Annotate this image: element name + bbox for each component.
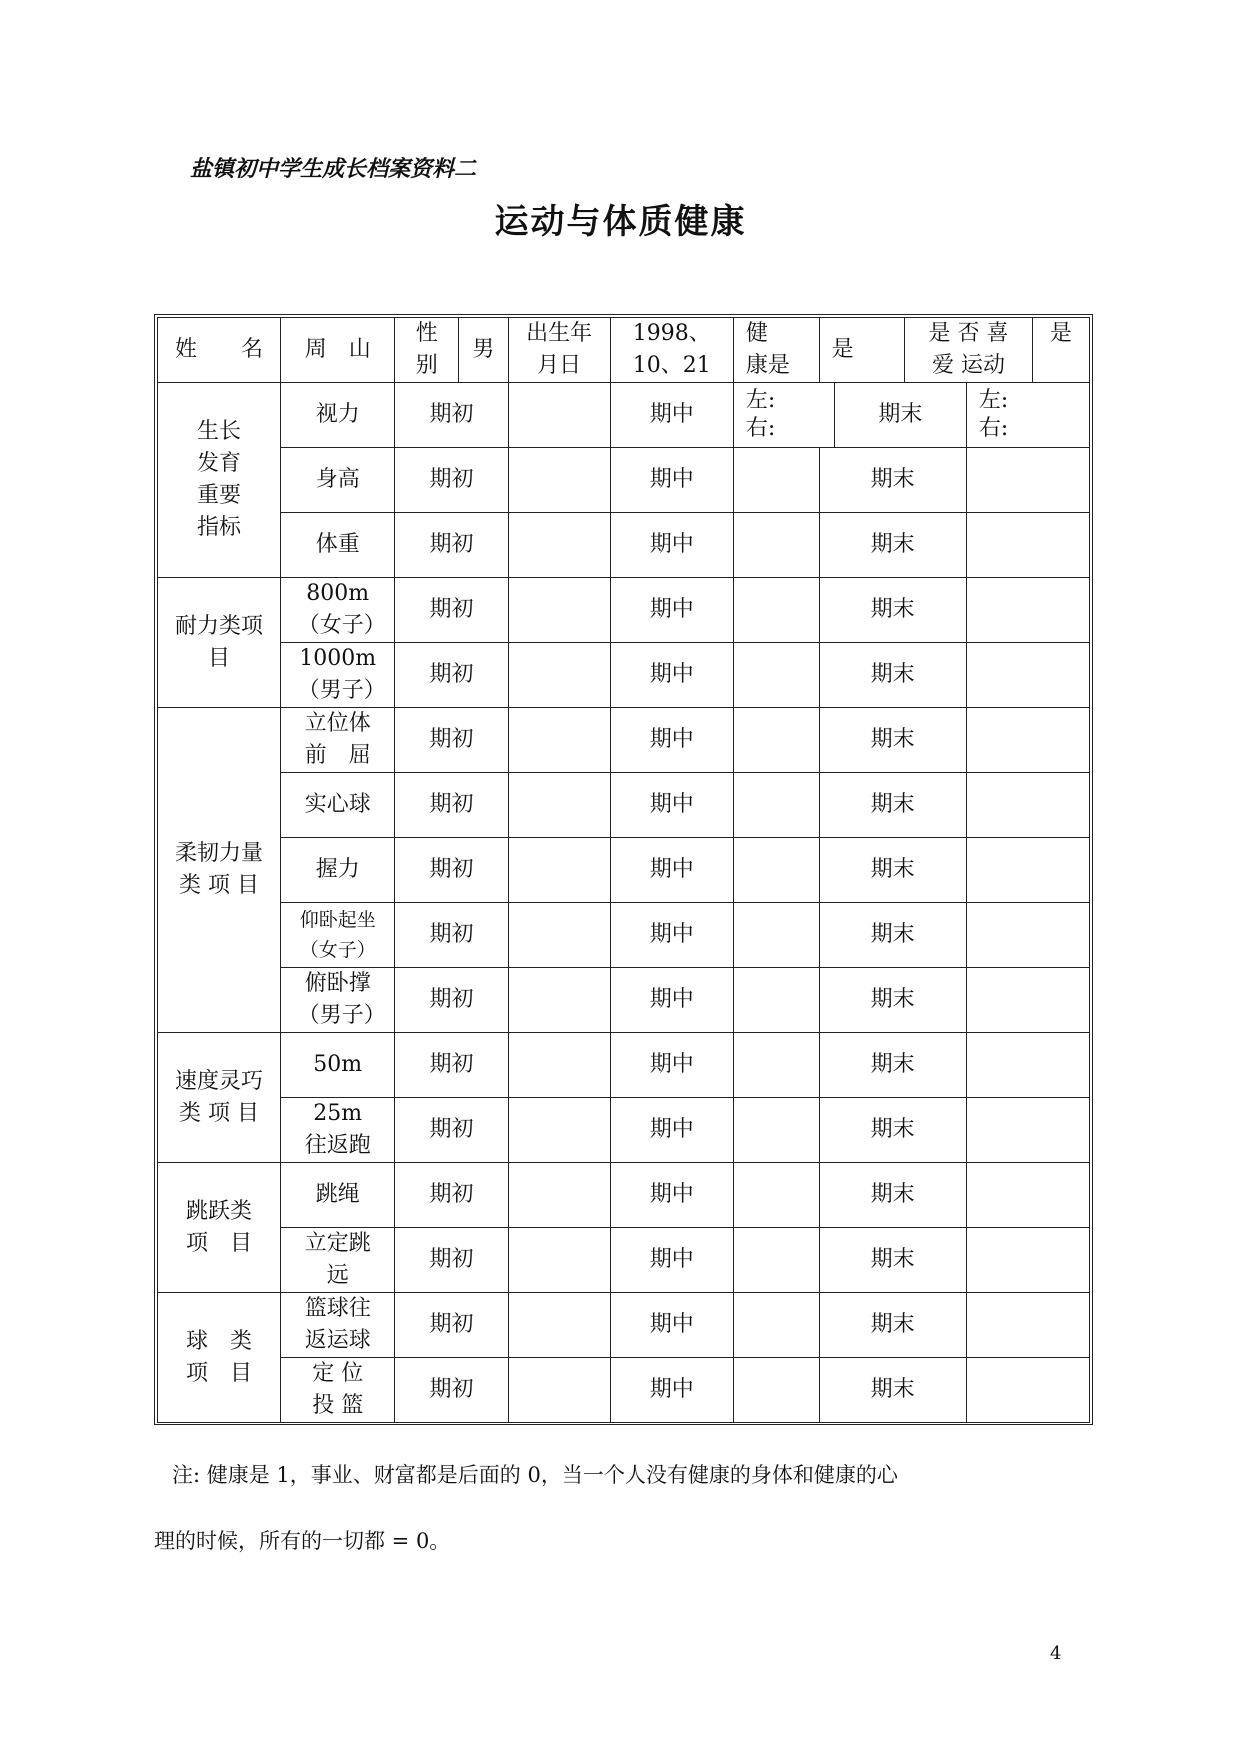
table-row: [158, 448, 1090, 513]
period-end-label: 期末: [819, 578, 966, 643]
period-end-value: [966, 1228, 1089, 1293]
period-end-value: [966, 1163, 1089, 1228]
gender-label-text: 性别: [415, 321, 438, 378]
love-sport-value: 是: [1032, 318, 1089, 383]
period-end-value: [966, 643, 1089, 708]
category-label-text: 生长发育重要指标: [197, 419, 242, 540]
love-sport-label-text: 是 否 喜爱 运动: [928, 321, 1009, 378]
period-mid-label: 期中: [610, 513, 733, 578]
item-label-text: 俯卧撑（男子）: [297, 971, 386, 1028]
period-mid-label: 期中: [610, 1228, 733, 1293]
period-end-value: [966, 903, 1089, 968]
period-mid-value: [733, 1163, 819, 1228]
item-label: [281, 1228, 395, 1293]
love-sport-label: [905, 318, 1032, 383]
period-end-value: [966, 1358, 1089, 1423]
period-start-value: [508, 383, 610, 448]
table-row: [158, 708, 1090, 773]
period-end-value: [966, 1098, 1089, 1163]
period-mid-label: 期中: [610, 838, 733, 903]
footnote-line-1: 注: 健康是 1，事业、财富都是后面的 0，当一个人没有健康的身体和健康的心: [172, 1463, 898, 1487]
period-start-value: [508, 968, 610, 1033]
period-mid-value: [733, 1033, 819, 1098]
period-end-label: 期末: [819, 643, 966, 708]
page-number: 4: [1050, 1643, 1062, 1664]
item-label: [281, 513, 395, 578]
period-start-label: 期初: [395, 1228, 508, 1293]
period-mid-value: [733, 773, 819, 838]
period-mid-value: [733, 903, 819, 968]
period-start-label: 期初: [395, 1098, 508, 1163]
period-mid-value: [733, 513, 819, 578]
vision-right-label: 右:: [745, 416, 776, 441]
item-label: [281, 643, 395, 708]
category-label-text: 速度灵巧类 项 目: [175, 1068, 264, 1126]
period-start-label: 期初: [395, 578, 508, 643]
vision-left-label: 左:: [745, 388, 776, 413]
item-label-text: 1000m（男子）: [297, 646, 386, 703]
table-row: [158, 383, 1090, 448]
period-end-label: 期末: [819, 708, 966, 773]
item-label: [281, 773, 395, 838]
item-label-text: 体重: [315, 532, 360, 557]
category-label: [158, 1033, 281, 1163]
period-mid-label: 期中: [610, 1358, 733, 1423]
health-label-text: 健 康是: [745, 321, 790, 378]
table-row: [158, 1228, 1090, 1293]
fitness-record-table: [157, 317, 1090, 1423]
health-label: [733, 318, 819, 383]
period-start-label: 期初: [395, 708, 508, 773]
table-row: [158, 838, 1090, 903]
category-label: [158, 383, 281, 578]
period-end-value: [966, 578, 1089, 643]
item-label-text: 25m往返跑: [304, 1101, 371, 1158]
period-start-value: [508, 1098, 610, 1163]
period-mid-value: [733, 1228, 819, 1293]
category-label-text: 球 类项 目: [186, 1328, 253, 1386]
period-start-label: 期初: [395, 903, 508, 968]
period-start-value: [508, 1293, 610, 1358]
period-mid-value: [733, 708, 819, 773]
period-mid-value: [733, 448, 819, 513]
period-mid-label: 期中: [610, 903, 733, 968]
info-row: [158, 318, 1090, 383]
period-mid-value: [733, 1358, 819, 1423]
item-label: [281, 838, 395, 903]
period-start-label: 期初: [395, 968, 508, 1033]
period-mid-value: [733, 578, 819, 643]
period-end-label: 期末: [819, 968, 966, 1033]
period-end-value: [966, 448, 1089, 513]
period-end-value: [966, 1033, 1089, 1098]
period-start-value: [508, 578, 610, 643]
item-label-text: 立位体前 屈: [304, 711, 371, 768]
footnote-line-2: 理的时候，所有的一切都 = 0。: [154, 1529, 451, 1553]
period-start-value: [508, 448, 610, 513]
table-row: [158, 513, 1090, 578]
gender-value: 男: [459, 318, 508, 383]
table-row: [158, 1358, 1090, 1423]
period-mid-value: [733, 838, 819, 903]
item-label: [281, 1098, 395, 1163]
category-label: [158, 1293, 281, 1423]
category-label: [158, 1163, 281, 1293]
page-title: 运动与体质健康: [494, 202, 747, 242]
category-label-text: 跳跃类项 目: [186, 1198, 253, 1256]
archive-subtitle: 盐镇初中学生成长档案资料二: [190, 156, 477, 182]
category-label: [158, 578, 286, 708]
item-label: [281, 903, 395, 968]
period-mid-label: 期中: [610, 1098, 733, 1163]
category-label-text: 耐力类项 目: [175, 613, 286, 671]
period-end-label: 期末: [819, 1098, 966, 1163]
item-label: [281, 578, 395, 643]
period-end-label: 期末: [819, 1033, 966, 1098]
item-label-text: 握力: [315, 857, 360, 882]
item-label-text: 仰卧起坐（女子）: [299, 908, 376, 961]
period-start-value: [508, 773, 610, 838]
item-label: [281, 1358, 395, 1423]
table-row: [158, 968, 1090, 1033]
period-start-value: [508, 1358, 610, 1423]
footnote: [154, 1442, 1072, 1574]
category-label-text: 柔韧力量类 项 目: [175, 841, 264, 898]
period-mid-value: [733, 643, 819, 708]
period-mid-label: 期中: [610, 708, 733, 773]
period-mid-label: 期中: [610, 448, 733, 513]
period-end-value: [966, 773, 1089, 838]
period-start-label: 期初: [395, 773, 508, 838]
period-end-label: 期末: [819, 1293, 966, 1358]
item-label-text: 视力: [315, 402, 360, 427]
period-start-value: [508, 643, 610, 708]
table-row: [158, 903, 1090, 968]
period-end-label: 期末: [819, 1228, 966, 1293]
table-row: [158, 773, 1090, 838]
item-label: [281, 708, 395, 773]
period-end-value: [966, 708, 1089, 773]
vision-left-label: 左:: [978, 388, 1009, 413]
item-label-text: 实心球: [304, 792, 371, 817]
period-mid-label: 期中: [610, 1293, 733, 1358]
period-end-label: 期末: [819, 1163, 966, 1228]
period-mid-label: 期中: [610, 968, 733, 1033]
table-row: [158, 1098, 1090, 1163]
period-start-value: [508, 1033, 610, 1098]
name-value: 周 山: [281, 318, 395, 383]
period-mid-label: 期中: [610, 383, 733, 448]
period-mid-value: [733, 1293, 819, 1358]
period-start-value: [508, 838, 610, 903]
period-start-label: 期初: [395, 1358, 508, 1423]
table-row: [158, 578, 1090, 643]
birth-label-text: 出生年月日: [526, 321, 593, 378]
period-start-value: [508, 1228, 610, 1293]
vision-right-label: 右:: [978, 416, 1009, 441]
period-mid-value: [733, 1098, 819, 1163]
period-start-label: 期初: [395, 838, 508, 903]
item-label-text: 立定跳远: [304, 1231, 371, 1288]
period-end-value: [966, 838, 1089, 903]
vision-end-value: [966, 383, 1089, 448]
period-start-value: [508, 903, 610, 968]
item-label-text: 跳绳: [315, 1182, 360, 1207]
birth-value: [610, 318, 733, 383]
period-mid-label: 期中: [610, 773, 733, 838]
item-label-text: 50m: [313, 1052, 363, 1077]
item-label: [281, 448, 395, 513]
item-label-text: 800m（女子）: [297, 581, 386, 638]
item-label: [281, 383, 395, 448]
period-end-label: 期末: [819, 448, 966, 513]
name-label: 姓 名: [158, 318, 281, 383]
period-start-label: 期初: [395, 1033, 508, 1098]
item-label: [281, 1293, 395, 1358]
birth-value-text: 1998、10、21: [632, 321, 711, 378]
item-label: [281, 1033, 395, 1098]
item-label-text: 篮球往返运球: [304, 1296, 371, 1353]
gender-label: [395, 318, 459, 383]
item-label-text: 定 位投 篮: [312, 1361, 364, 1418]
period-start-label: 期初: [395, 643, 508, 708]
period-mid-value: [733, 968, 819, 1033]
period-start-label: 期初: [395, 448, 508, 513]
period-end-label: 期末: [819, 903, 966, 968]
table-row: [158, 1163, 1090, 1228]
period-end-label: 期末: [819, 838, 966, 903]
period-start-value: [508, 708, 610, 773]
item-label-text: 身高: [315, 467, 360, 492]
period-end-value: [966, 968, 1089, 1033]
item-label: [281, 1163, 395, 1228]
table-row: [158, 643, 1090, 708]
period-end-label: 期末: [819, 513, 966, 578]
vision-mid-value: [733, 383, 834, 448]
period-mid-label: 期中: [610, 1163, 733, 1228]
health-value: 是: [819, 318, 905, 383]
period-end-value: [966, 1293, 1089, 1358]
period-start-label: 期初: [395, 383, 508, 448]
item-label: [281, 968, 395, 1033]
period-mid-label: 期中: [610, 643, 733, 708]
period-end-label: 期末: [834, 383, 966, 448]
period-mid-label: 期中: [610, 578, 733, 643]
period-mid-label: 期中: [610, 1033, 733, 1098]
period-end-label: 期末: [819, 773, 966, 838]
period-start-label: 期初: [395, 1293, 508, 1358]
period-start-label: 期初: [395, 1163, 508, 1228]
period-start-value: [508, 1163, 610, 1228]
period-end-value: [966, 513, 1089, 578]
table-row: [158, 1033, 1090, 1098]
period-end-label: 期末: [819, 1358, 966, 1423]
category-label: [158, 708, 281, 1033]
table-row: [158, 1293, 1090, 1358]
period-start-label: 期初: [395, 513, 508, 578]
period-start-value: [508, 513, 610, 578]
birth-label: [508, 318, 610, 383]
